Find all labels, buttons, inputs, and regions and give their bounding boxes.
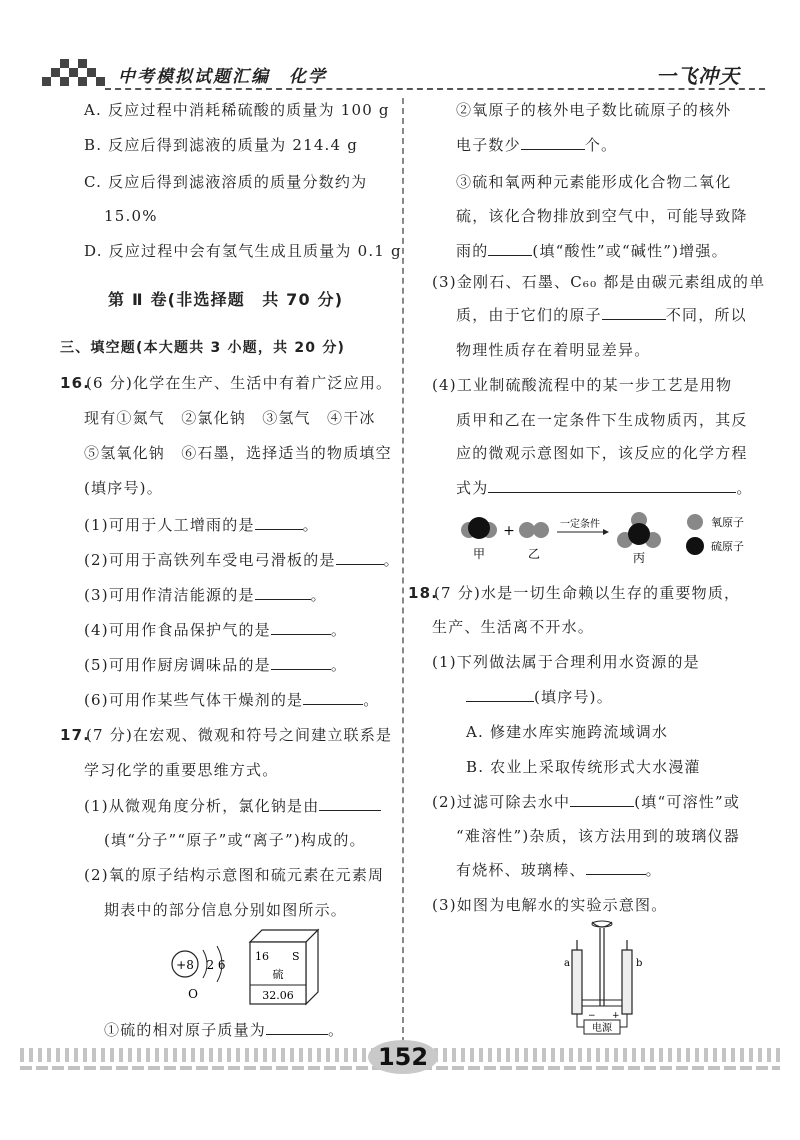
atomic-mass: 32.06 <box>262 989 294 1002</box>
q17-item1 <box>84 796 381 816</box>
option-d: D. 反应过程中会有氢气生成且质量为 0.1 g <box>84 242 402 260</box>
oxygen-atom-diagram <box>165 940 235 1000</box>
label-bing: 丙 <box>632 551 646 565</box>
q17-item2b: 期表中的部分信息分别如图所示。 <box>104 901 348 919</box>
q18-item1b: (填序号)。 <box>466 687 613 707</box>
legend-oxygen: 氧原子 <box>711 516 744 529</box>
element-symbol: S <box>292 950 300 963</box>
q17-number: 17. <box>60 726 91 744</box>
q18-item2: (2)过滤可除去水中 (填“可溶性”或 <box>432 793 741 811</box>
molecule-yi <box>519 522 549 538</box>
tube-b <box>622 950 632 1014</box>
page-number: 152 <box>368 1040 438 1074</box>
label-yi: 乙 <box>527 547 541 561</box>
q18-option-a: A. 修建水库实施跨流域调水 <box>466 723 669 741</box>
q16-number: 16. <box>60 374 91 392</box>
nucleus-charge: +8 <box>176 958 194 972</box>
q17-line2: 学习化学的重要思维方式。 <box>84 761 279 779</box>
answer-blank[interactable] <box>266 1020 328 1035</box>
q18-line2: 生产、生活离不开水。 <box>432 618 595 636</box>
brand-logo: 一飞冲天 <box>656 64 740 88</box>
molecule-bing <box>617 512 661 548</box>
q18-line1: (7 分)水是一切生命赖以生存的重要物质， <box>434 584 741 602</box>
q16-item6-text: (6)可用作某些气体干燥剂的是 <box>84 691 304 709</box>
element-name: 硫 <box>272 968 284 981</box>
r-line3: ③硫和氧两种元素能形成化合物二氧化 <box>456 173 732 191</box>
electrolysis-diagram <box>550 920 660 1038</box>
legend-sulfur: 硫原子 <box>711 540 744 553</box>
answer-blank[interactable] <box>521 135 585 150</box>
q16-line1: (6 分)化学在生产、生活中有着广泛应用。 <box>86 374 393 392</box>
q17-item1b: (填“分子”“原子”或“离子”)构成的。 <box>104 831 366 849</box>
label-a: a <box>564 958 570 969</box>
q18-item2d: 有烧杯、玻璃棒、 。 <box>456 861 662 879</box>
r-line12: 式为 。 <box>456 479 753 497</box>
r-line10: 质甲和乙在一定条件下生成物质丙，其反 <box>456 411 748 429</box>
q16-item4-text: (4)可用作食品保护气的是 <box>84 621 271 639</box>
q16-item5: (5)可用作厨房调味品的是 。 <box>84 656 348 674</box>
plus-sign-power: + <box>612 1011 620 1021</box>
answer-blank[interactable] <box>488 478 736 493</box>
r-line2: 电子数少 个。 <box>456 136 618 154</box>
q16-item3: (3)可用作清洁能源的是 。 <box>84 586 327 604</box>
option-c: C. 反应后得到滤液溶质的质量分数约为 <box>84 173 368 191</box>
q16-item1-text: (1)可用于人工增雨的是 <box>84 516 255 534</box>
r-line8: 物理性质存在着明显差异。 <box>456 341 651 359</box>
answer-blank[interactable] <box>303 690 363 705</box>
q16-line2: 现有①氮气 ②氯化钠 ③氢气 ④干冰 <box>84 409 376 427</box>
q18-item2c: “难溶性”)杂质，该方法用到的玻璃仪器 <box>456 827 740 845</box>
answer-blank[interactable] <box>602 305 666 320</box>
q18-number: 18. <box>408 584 439 602</box>
r-line11: 应的微观示意图如下，该反应的化学方程 <box>456 444 748 462</box>
q18-item1: (1)下列做法属于合理利用水资源的是 <box>432 653 700 671</box>
atom-symbol: O <box>188 987 198 1000</box>
answer-blank[interactable] <box>570 792 634 807</box>
column-divider <box>402 98 404 1043</box>
q16-item5-text: (5)可用作厨房调味品的是 <box>84 656 271 674</box>
q16-item1: (1)可用于人工增雨的是 。 <box>84 516 319 534</box>
answer-blank[interactable] <box>319 796 381 811</box>
q17-item1-text: (1)从微观角度分析，氯化钠是由 <box>84 797 320 815</box>
answer-blank[interactable] <box>466 687 534 702</box>
q17-line1: (7 分)在宏观、微观和符号之间建立联系是 <box>86 726 393 744</box>
r-line7: 质，由于它们的原子 不同，所以 <box>456 306 747 324</box>
atomic-number: 16 <box>255 950 269 963</box>
answer-blank[interactable] <box>271 620 331 635</box>
answer-blank[interactable] <box>336 550 384 565</box>
q16-item3-text: (3)可用作清洁能源的是 <box>84 586 255 604</box>
q17-sub1-text: ①硫的相对原子质量为 <box>104 1021 267 1039</box>
header-decoration <box>42 55 102 95</box>
q16-line3: ⑤氢氧化钠 ⑥石墨，选择适当的物质填空 <box>84 444 392 462</box>
header-divider <box>105 88 765 90</box>
sulfur-element-box <box>244 928 324 1008</box>
header-title: 中考模拟试题汇编 化学 <box>118 67 327 87</box>
q16-item6: (6)可用作某些气体干燥剂的是 。 <box>84 691 380 709</box>
answer-blank[interactable] <box>255 515 303 530</box>
legend-sulfur-dot <box>686 537 704 555</box>
q16-line4: (填序号)。 <box>84 479 163 497</box>
electron-counts: 2 6 <box>206 958 226 972</box>
r-line9: (4)工业制硫酸流程中的某一步工艺是用物 <box>432 376 733 394</box>
part-two-heading: 第 Ⅱ 卷(非选择题 共 70 分) <box>108 290 344 309</box>
q18-option-b: B. 农业上采取传统形式大水漫灌 <box>466 758 701 776</box>
label-jia: 甲 <box>472 547 486 561</box>
option-a: A. 反应过程中消耗稀硫酸的质量为 100 g <box>84 101 390 119</box>
option-b: B. 反应后得到滤液的质量为 214.4 g <box>84 136 359 154</box>
r-line1: ②氧原子的核外电子数比硫原子的核外 <box>456 101 732 119</box>
reaction-diagram <box>455 512 765 570</box>
answer-blank[interactable] <box>488 241 532 256</box>
label-b: b <box>636 958 643 969</box>
reaction-condition: 一定条件 <box>560 519 600 530</box>
plus-sign: + <box>503 523 515 539</box>
q16-item4: (4)可用作食品保护气的是 。 <box>84 621 348 639</box>
tube-a <box>572 950 582 1014</box>
q17-item2: (2)氧的原子结构示意图和硫元素在元素周 <box>84 866 385 884</box>
q16-item2-text: (2)可用于高铁列车受电弓滑板的是 <box>84 551 336 569</box>
r-line4: 硫，该化合物排放到空气中，可能导致降 <box>456 207 748 225</box>
answer-blank[interactable] <box>586 860 646 875</box>
option-c-value: 15.0% <box>104 207 158 225</box>
r-line6: (3)金刚石、石墨、C₆₀ 都是由碳元素组成的单 <box>432 273 766 291</box>
q17-sub1: ①硫的相对原子质量为 。 <box>104 1021 345 1039</box>
section-three-heading: 三、填空题(本大题共 3 小题，共 20 分) <box>60 340 346 356</box>
answer-blank[interactable] <box>255 585 311 600</box>
r-line5: 雨的 (填“酸性”或“碱性”)增强。 <box>456 242 728 260</box>
q16-item2: (2)可用于高铁列车受电弓滑板的是 。 <box>84 551 400 569</box>
q18-item3: (3)如图为电解水的实验示意图。 <box>432 896 668 914</box>
legend-oxygen-dot <box>687 514 703 530</box>
molecule-jia <box>461 517 497 539</box>
answer-blank[interactable] <box>271 655 331 670</box>
minus-sign: − <box>588 1011 596 1021</box>
power-label: 电源 <box>592 1023 612 1034</box>
